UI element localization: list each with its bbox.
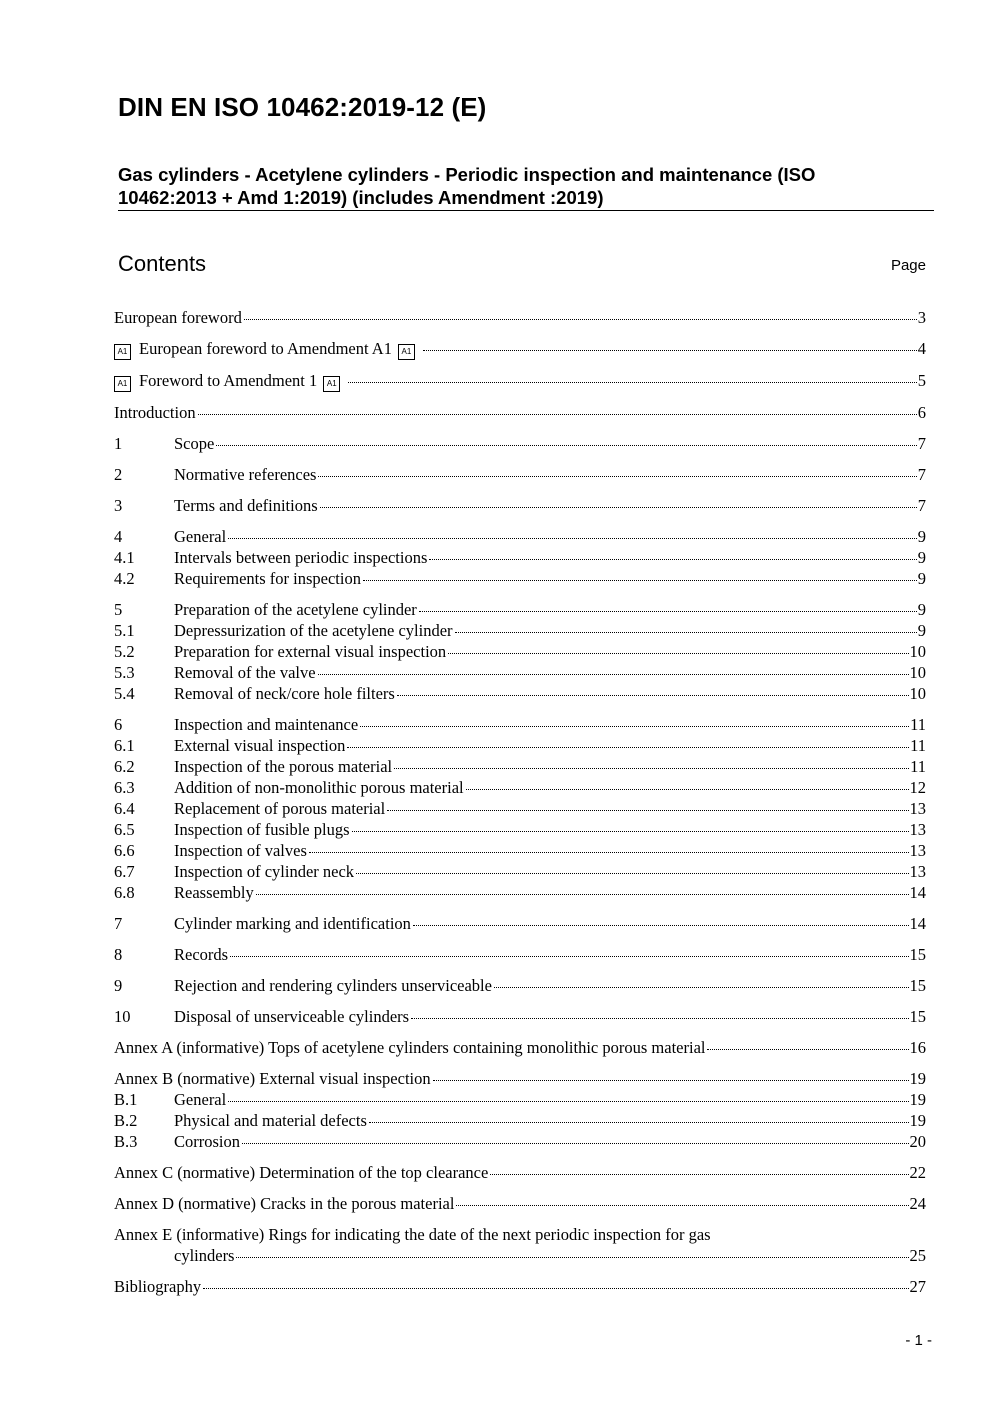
toc-entry[interactable] (114, 1068, 926, 1089)
toc-entry-title: Annex D (normative) Cracks in the porous material (114, 1194, 455, 1213)
toc-entry[interactable] (114, 1037, 926, 1058)
toc-leader-dots (456, 1205, 908, 1206)
toc-entry-page: 15 (909, 945, 926, 964)
toc-entry-page: 9 (917, 527, 926, 546)
toc-entry-number: 5.3 (114, 663, 135, 682)
toc-entry[interactable] (114, 641, 926, 662)
toc-entry-title: General (174, 1090, 227, 1109)
toc-leader-dots (198, 414, 917, 415)
toc-entry-title: European foreword (114, 308, 242, 327)
toc-entry[interactable] (114, 495, 926, 516)
toc-leader-dots (318, 476, 916, 477)
toc-entry[interactable] (114, 798, 926, 819)
toc-entry-title: Inspection of cylinder neck (174, 862, 355, 881)
toc-group (114, 913, 926, 934)
toc-entry-page: 11 (910, 715, 926, 734)
toc-entry-title: Disposal of unserviceable cylinders (174, 1007, 410, 1026)
toc-leader-dots (707, 1049, 908, 1050)
toc-entry[interactable] (114, 433, 926, 454)
contents-heading: Contents (118, 251, 207, 276)
toc-entry-page: 15 (909, 976, 926, 995)
toc-group (114, 1193, 926, 1214)
toc-group (114, 1006, 926, 1027)
toc-entry-number: 6.4 (114, 799, 135, 818)
toc-entry-page: 15 (909, 1007, 926, 1026)
toc-entry[interactable] (114, 599, 926, 620)
toc-entry[interactable] (114, 756, 926, 777)
toc-entry-title: Inspection of fusible plugs (174, 820, 350, 839)
toc-entry-page: 7 (917, 434, 926, 453)
toc-entry-number: 7 (114, 914, 123, 933)
toc-entry-title: Intervals between periodic inspections (174, 548, 428, 567)
toc-entry-title: Replacement of porous material (174, 799, 386, 818)
toc-entry-title: Reassembly (174, 883, 254, 902)
toc-entry-title: Bibliography (114, 1277, 202, 1296)
toc-group (114, 1162, 926, 1183)
toc-entry-page: 24 (909, 1194, 926, 1213)
toc-entry-title: Annex B (normative) External visual inspection (114, 1069, 431, 1088)
toc-entry-page: 7 (917, 465, 926, 484)
toc-entry[interactable] (114, 1089, 926, 1110)
toc-leader-dots (394, 768, 909, 769)
toc-entry[interactable] (114, 547, 926, 568)
toc-group (114, 495, 926, 516)
toc-entry-page: 20 (909, 1132, 926, 1151)
title-divider (118, 210, 934, 211)
toc-entry[interactable] (114, 662, 926, 683)
toc-entry-page: 7 (917, 496, 926, 515)
toc-leader-dots (369, 1122, 909, 1123)
amendment-marker-icon: A1 (323, 376, 340, 392)
toc-entry[interactable] (114, 1162, 926, 1183)
toc-leader-dots (348, 382, 916, 383)
toc-entry[interactable] (114, 861, 926, 882)
toc-entry-number: 8 (114, 945, 123, 964)
toc-leader-dots (363, 580, 917, 581)
toc-entry-title: Foreword to Amendment 1 (139, 371, 318, 390)
toc-entry-page: 13 (909, 820, 926, 839)
toc-entry-number: 9 (114, 976, 123, 995)
toc-entry-title: General (174, 527, 227, 546)
document-id: DIN EN ISO 10462:2019-12 (E) (118, 92, 487, 122)
toc-group (114, 1037, 926, 1058)
toc-leader-dots (216, 445, 916, 446)
toc-group (114, 464, 926, 485)
toc-leader-dots (228, 1101, 908, 1102)
toc-entry[interactable] (114, 975, 926, 996)
toc-entry-number: B.1 (114, 1090, 138, 1109)
toc-entry-number: 4.1 (114, 548, 135, 567)
toc-entry-number: 2 (114, 465, 123, 484)
toc-leader-dots (318, 674, 909, 675)
toc-leader-dots (230, 956, 908, 957)
toc-entry[interactable] (114, 1224, 926, 1266)
toc-leader-dots (203, 1288, 908, 1289)
toc-group (114, 714, 926, 903)
toc-group (114, 1276, 926, 1297)
toc-entry-title: Requirements for inspection (174, 569, 361, 588)
toc-leader-dots (309, 852, 909, 853)
toc-entry-title: Annex E (informative) Rings for indicating the date of the next periodic inspection for gas (114, 1225, 711, 1244)
toc-group (114, 307, 926, 328)
toc-entry-title: Preparation for external visual inspection (174, 642, 447, 661)
toc-entry[interactable] (114, 307, 926, 328)
toc-group (114, 433, 926, 454)
toc-group (114, 944, 926, 965)
toc-entry-title: Corrosion (174, 1132, 240, 1151)
toc-leader-dots (244, 319, 917, 320)
toc-entry-title: European foreword to Amendment A1 (139, 339, 392, 358)
toc-entry-title: Normative references (174, 465, 317, 484)
toc-entry-number: 10 (114, 1007, 131, 1026)
toc-entry-title: Rejection and rendering cylinders unserviceable (174, 976, 492, 995)
toc-entry-page: 10 (909, 684, 926, 703)
amendment-marker-icon: A1 (114, 344, 131, 360)
toc-entry-number: B.2 (114, 1111, 138, 1130)
toc-entry-title: Physical and material defects (174, 1111, 367, 1130)
toc-entry-title: Removal of neck/core hole filters (174, 684, 395, 703)
toc-entry[interactable] (114, 1006, 926, 1027)
toc-group (114, 975, 926, 996)
toc-leader-dots (320, 507, 917, 508)
toc-entry-page: 3 (917, 308, 926, 327)
toc-entry-page: 9 (917, 600, 926, 619)
toc-entry[interactable] (114, 464, 926, 485)
toc-leader-dots (448, 653, 908, 654)
toc-entry-number: 6.6 (114, 841, 135, 860)
toc-leader-dots (256, 894, 909, 895)
toc-entry[interactable] (114, 1276, 926, 1297)
toc-entry-number: 5 (114, 600, 123, 619)
toc-leader-dots (490, 1174, 908, 1175)
toc-leader-dots (347, 747, 909, 748)
toc-entry-page: 19 (909, 1090, 926, 1109)
toc-entry-page: 13 (909, 799, 926, 818)
toc-entry[interactable] (114, 714, 926, 735)
toc-leader-dots (387, 810, 908, 811)
toc-entry-page: 14 (909, 914, 926, 933)
toc-entry-title: Scope (174, 434, 215, 453)
toc-group (114, 370, 926, 392)
toc-entry-title: Records (174, 945, 229, 964)
toc-entry-title: Cylinder marking and identification (174, 914, 411, 933)
toc-entry-title: Introduction (114, 403, 196, 422)
subtitle-line-2: 10462:2013 + Amd 1:2019) (includes Amendment :2019) (118, 187, 604, 208)
toc-leader-dots (411, 1018, 908, 1019)
toc-entry-number: 6.3 (114, 778, 135, 797)
toc-entry-title: Inspection of valves (174, 841, 307, 860)
toc-entry-page: 25 (909, 1246, 926, 1265)
toc-entry[interactable] (114, 370, 926, 392)
toc-entry-number: 4.2 (114, 569, 135, 588)
toc-entry-number: 6.7 (114, 862, 135, 881)
page-column-label: Page (890, 257, 926, 274)
toc-entry-number: 5.4 (114, 684, 135, 703)
toc-entry-page: 14 (909, 883, 926, 902)
toc-leader-dots (397, 695, 909, 696)
toc-entry-number: 6.1 (114, 736, 135, 755)
toc-entry[interactable] (114, 683, 926, 704)
toc-group (114, 1068, 926, 1152)
toc-entry-title: Annex C (normative) Determination of the top clearance (114, 1163, 489, 1182)
toc-entry-title: Removal of the valve (174, 663, 316, 682)
toc-entry[interactable] (114, 568, 926, 589)
toc-entry[interactable] (114, 1193, 926, 1214)
toc-group (114, 526, 926, 589)
toc-entry-page: 5 (917, 371, 926, 390)
toc-entry-page: 6 (917, 403, 926, 422)
toc-entry-page: 4 (917, 339, 926, 358)
toc-entry-title: External visual inspection (174, 736, 346, 755)
toc-entry[interactable] (114, 1131, 926, 1152)
toc-entry[interactable] (114, 777, 926, 798)
toc-entry[interactable] (114, 338, 926, 360)
toc-leader-dots (455, 632, 917, 633)
toc-entry-page: 13 (909, 862, 926, 881)
toc-entry-page: 19 (909, 1069, 926, 1088)
amendment-marker-icon: A1 (114, 376, 131, 392)
toc-entry-page: 9 (917, 569, 926, 588)
toc-leader-dots (236, 1257, 908, 1258)
toc-leader-dots (419, 611, 917, 612)
toc-leader-dots (228, 538, 917, 539)
toc-entry-title: Inspection of the porous material (174, 757, 393, 776)
toc-entry[interactable] (114, 1110, 926, 1131)
toc-entry[interactable] (114, 913, 926, 934)
toc-leader-dots (242, 1143, 909, 1144)
toc-leader-dots (429, 559, 916, 560)
toc-entry-number: 1 (114, 434, 123, 453)
page-number: - 1 - (905, 1332, 932, 1349)
toc-entry[interactable] (114, 620, 926, 641)
toc-entry-number: 3 (114, 496, 123, 515)
toc-leader-dots (494, 987, 909, 988)
toc-entry-page: 16 (909, 1038, 926, 1057)
toc-entry[interactable] (114, 840, 926, 861)
toc-entry-title: Inspection and maintenance (174, 715, 359, 734)
toc-entry[interactable] (114, 944, 926, 965)
toc-leader-dots (433, 1080, 909, 1081)
toc-entry-number: 5.1 (114, 621, 135, 640)
toc-group (114, 338, 926, 360)
toc-entry-number: B.3 (114, 1132, 138, 1151)
toc-entry-title-continued: cylinders (174, 1246, 235, 1265)
toc-entry-page: 13 (909, 841, 926, 860)
toc-entry[interactable] (114, 526, 926, 547)
toc-entry[interactable] (114, 819, 926, 840)
toc-leader-dots (360, 726, 909, 727)
toc-entry-title: Annex A (informative) Tops of acetylene cylinders containing monolithic porous material (114, 1038, 706, 1057)
toc-entry-number: 6.8 (114, 883, 135, 902)
toc-entry-title: Terms and definitions (174, 496, 318, 515)
toc-entry-title: Preparation of the acetylene cylinder (174, 600, 417, 619)
toc-entry-number: 6.5 (114, 820, 135, 839)
toc-entry-number: 6.2 (114, 757, 135, 776)
toc-entry[interactable] (114, 735, 926, 756)
toc-entry-page: 19 (909, 1111, 926, 1130)
toc-group (114, 402, 926, 423)
toc-entry-number: 6 (114, 715, 123, 734)
toc-entry[interactable] (114, 402, 926, 423)
toc-entry-page: 10 (909, 663, 926, 682)
toc-entry-page: 12 (909, 778, 926, 797)
subtitle-line-1: Gas cylinders - Acetylene cylinders - Periodic inspection and maintenance (ISO (118, 164, 816, 185)
toc-leader-dots (466, 789, 909, 790)
document-subtitle (118, 163, 918, 209)
toc-entry-page: 27 (909, 1277, 926, 1296)
toc-leader-dots (356, 873, 908, 874)
toc-entry-title: Depressurization of the acetylene cylinder (174, 621, 453, 640)
toc-entry-page: 10 (909, 642, 926, 661)
toc-leader-dots (352, 831, 909, 832)
toc-entry-title: Addition of non-monolithic porous material (174, 778, 464, 797)
toc-entry-page: 11 (910, 757, 926, 776)
toc-group (114, 599, 926, 704)
toc-entry-page: 22 (909, 1163, 926, 1182)
toc-entry-number: 4 (114, 527, 123, 546)
toc-entry[interactable] (114, 882, 926, 903)
toc-leader-dots (413, 925, 909, 926)
toc-group (114, 1224, 926, 1266)
toc-entry-number: 5.2 (114, 642, 135, 661)
toc-entry-page: 11 (910, 736, 926, 755)
table-of-contents (114, 307, 926, 1307)
amendment-marker-icon: A1 (398, 344, 415, 360)
toc-entry-page: 9 (917, 548, 926, 567)
toc-leader-dots (423, 350, 917, 351)
toc-entry-page: 9 (917, 621, 926, 640)
